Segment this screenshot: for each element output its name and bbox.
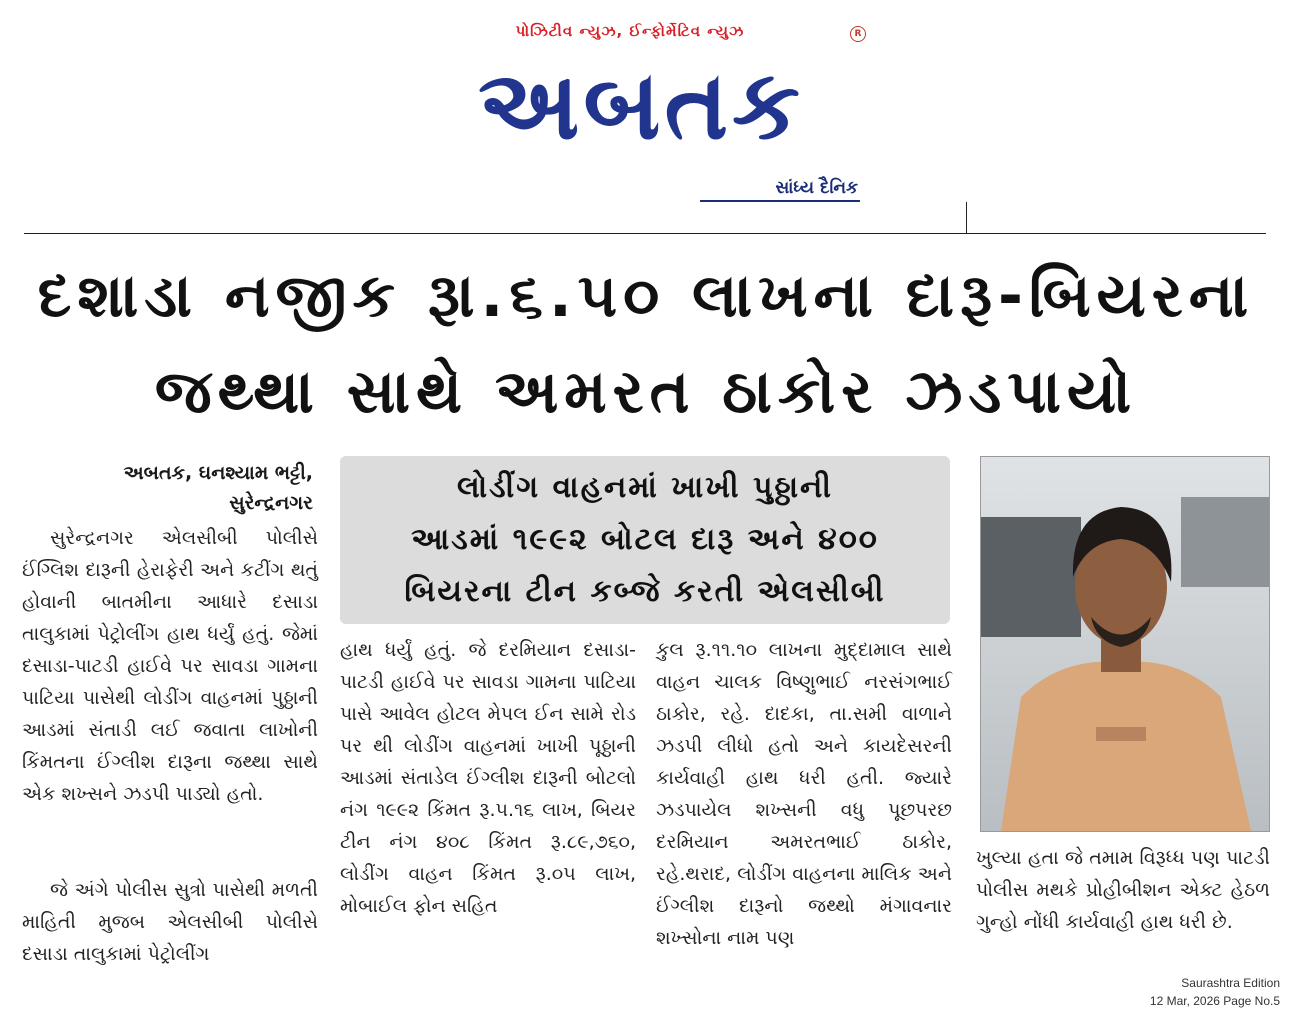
person-photo-illustration bbox=[981, 457, 1269, 831]
masthead-rule bbox=[24, 233, 1266, 234]
masthead-divider bbox=[966, 202, 967, 234]
newspaper-logo bbox=[418, 40, 864, 170]
logo-text: અબતક bbox=[478, 49, 804, 161]
edition-label: Saurashtra Edition bbox=[1181, 976, 1280, 990]
article-body-col-2: હાથ ધર્યું હતું. જે દરમિયાન દસાડા-પાટડી હાઈવે પર સાવડા ગામના પાટિયા પાસે આવેલ હોટલ મેપલ ઈન સામે રોડ પર થી લોડીંગ વાહનમાં ખાખી પૂઠ્ઠાની આડમાં સંતાડેલ ઈંગ્લીશ દારૂની બોટલો નંગ ૧૯૯૨ કિંમત રૂ.૫.૧૬ લાખ, બિયર ટીન નંગ ૪૦૮ કિંમત રૂ.૮૯,૭૬૦, લોડીંગ વાહન કિંમત રૂ.૦૫ લાખ, મોબાઈલ ફોન સહિત bbox=[340, 639, 636, 917]
article-body-col-1-para-2: જે અંગે પોલીસ સુત્રો પાસેથી મળતી માહિતી મુજબ એલસીબી પોલીસે દસાડા તાલુકામાં પેટ્રોલીંગ bbox=[22, 879, 318, 965]
headline-line-2: જથ્થા સાથે અમરત ઠાકોર ઝડપાયો bbox=[154, 357, 1138, 427]
article-subhead bbox=[346, 462, 944, 618]
subhead-line-1: લોડીંગ વાહનમાં ખાખી પુઠ્ઠાની bbox=[457, 470, 833, 505]
headline-line-1: દશાડા નજીક રૂા.૬.૫૦ લાખના દારૂ-બિયરના bbox=[37, 261, 1255, 331]
subhead-line-3: બિયરના ટીન કબ્જે કરતી એલસીબી bbox=[404, 574, 886, 609]
subtitle-underline bbox=[700, 200, 860, 202]
article-body-col-3: કુલ રૂ.૧૧.૧૦ લાખના મુદ્દામાલ સાથે વાહન ચાલક વિષ્ણુભાઈ નરસંગભાઈ ઠાકોર, રહે. દાદકા, તા.સમી વાળાને ઝડપી લીધો હતો અને કાયદેસરની કાર્યવાહી હાથ ધરી હતી. જ્યારે ઝડપાયેલ શખ્સની વધુ પૂછપરછ દરમિયાન અમરતભાઈ ઠાકોર, રહે.થરાદ, લોડીંગ વાહનના માલિક અને ઈંગ્લીશ દારૂનો જથ્થો મંગાવનાર શખ્સોના નામ પણ bbox=[656, 639, 952, 949]
article-body-col-4: ખુલ્યા હતા જે તમામ વિરૂધ્ધ પણ પાટડી પોલીસ મથકે પ્રોહીબીશન એક્ટ હેઠળ ગુન્હો નોંધી કાર્યવાહી હાથ ધરી છે. bbox=[976, 847, 1270, 933]
masthead-subtitle: સાંધ્ય દૈનિક bbox=[775, 178, 858, 198]
accused-photo bbox=[980, 456, 1270, 832]
masthead-tagline: પોઝિટીવ ન્યુઝ, ઈન્ફોર્મેટિવ ન્યુઝ bbox=[515, 22, 745, 40]
article-headline bbox=[24, 248, 1268, 440]
article-body-col-1: સુરેન્દ્રનગર એલસીબી પોલીસે ઈંગ્લિશ દારૂની હેરાફેરી અને કટીંગ થતું હોવાની બાતમીના આધારે દસાડા તાલુકામાં પેટ્રોલીંગ હાથ ધર્યું હતું. જેમાં દસાડા-પાટડી હાઈવે પર સાવડા ગામના પાટિયા પાસેથી લોડીંગ વાહનમાં પુઠ્ઠાની આડમાં સંતાડી લઈ જવાતા લાખોની કિંમતના ઈંગ્લીશ દારૂના જથ્થા સાથે એક શખ્સને ઝડપી પાડ્યો હતો. bbox=[22, 527, 318, 805]
article-byline bbox=[28, 458, 313, 518]
subhead-line-2: આડમાં ૧૯૯૨ બોટલ દારૂ અને ૪૦૦ bbox=[411, 522, 879, 557]
byline-line-1: અબતક, ઘનશ્યામ ભટ્ટી, bbox=[123, 462, 313, 484]
byline-line-2: સુરેન્દ્રનગર bbox=[229, 492, 313, 514]
date-page-label: 12 Mar, 2026 Page No.5 bbox=[1149, 994, 1280, 1008]
registered-trademark-icon: R bbox=[850, 26, 866, 42]
